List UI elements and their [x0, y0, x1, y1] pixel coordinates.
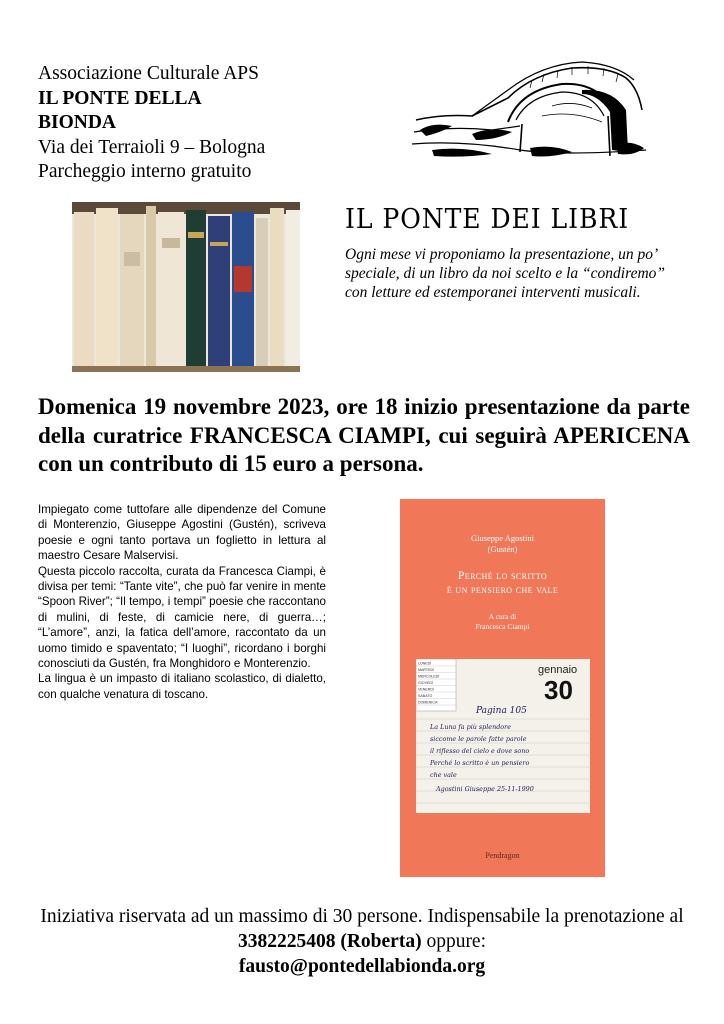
- footer-phone[interactable]: 3382225408 (Roberta): [237, 931, 422, 952]
- handwritten-line-1: La Luna fa più splendore: [430, 723, 511, 731]
- bridge-illustration: [412, 60, 646, 162]
- association-type: Associazione Culturale APS: [38, 63, 259, 84]
- cover-author-nickname: (Gustén): [487, 544, 518, 554]
- handwritten-line-5: che vale: [430, 771, 457, 779]
- handwritten-line-4: Perché lo scritto è un pensiero: [430, 759, 530, 767]
- handwritten-line-2: siccome le parole fatte parole: [430, 735, 527, 743]
- association-address: Via dei Terraioli 9 – Bologna: [38, 136, 266, 158]
- weekday-label: LUNEDÌ: [418, 661, 432, 666]
- footer-text-1: Iniziativa riservata ad un massimo di 30 persone. Indispensabile la prenotazione al: [40, 906, 684, 927]
- series-title: IL PONTE DEI LIBRI: [345, 204, 630, 235]
- weekday-label: MARTEDÌ: [418, 668, 435, 672]
- cover-title-line2: è un pensiero che vale: [446, 584, 559, 596]
- bookshelf-photo: [72, 202, 300, 372]
- handwritten-signature: Agostini Giuseppe 25-11-1990: [436, 785, 534, 793]
- weekday-label: MERCOLEDÌ: [418, 674, 440, 679]
- weekday-label: VENERDÌ: [418, 687, 434, 692]
- cover-author-name: Giuseppe Agostini: [470, 533, 535, 543]
- book-cover: [400, 499, 605, 877]
- footer-notice: [40, 904, 684, 979]
- cover-curator: [400, 612, 605, 632]
- cover-curator-name: Francesca Ciampi: [475, 622, 530, 631]
- association-parking: Parcheggio interno gratuito: [38, 161, 252, 182]
- calendar-day: 30: [544, 675, 573, 705]
- weekday-label: GIOVEDÌ: [418, 681, 433, 685]
- paragraph-2: Questa piccolo raccolta, curata da Francesca Ciampi, è divisa per temi: “Tante vite”, che può far venire in mente “Spoon River”; “Il tempo, i tempi” poesie che raccontano di mulini, di feste, di camicie nere, di guerra…; “L’amore”, anzi, la fatica dell’amore, raccontato da un uomo timido e spaventato; “I luoghi”, ricordano i borghi conosciuti da Gustén, fra Monghidoro e Monterenzio.: [38, 564, 326, 671]
- cover-title-line1: Perché lo scritto: [457, 570, 548, 582]
- note-page: Pagina 105: [476, 706, 527, 716]
- cover-curator-label: A cura di: [488, 612, 517, 621]
- cover-publisher: Pendragon: [485, 851, 520, 860]
- cover-author: [400, 533, 605, 555]
- weekday-label: SABATO: [418, 694, 433, 698]
- paragraph-1: Impiegato come tuttofare alle dipendenze del Comune di Monterenzio, Giuseppe Agostini (Gustén), scriveva poesie e ogni tanto portava un foglietto in lettura al maestro Cesare Malservisi.: [38, 503, 326, 563]
- book-description: [38, 502, 326, 702]
- association-name-line2: BIONDA: [38, 112, 117, 133]
- series-description: Ogni mese vi proponiamo la presentazione, un po’ speciale, di un libro da noi scelto e la “condiremo” con letture ed estemporanei interventi musicali.: [345, 246, 666, 301]
- footer-email[interactable]: fausto@pontedellabionda.org: [238, 956, 486, 977]
- event-headline: Domenica 19 novembre 2023, ore 18 inizio presentazione da parte della curatrice FRANCESCA CIAMPI, cui seguirà APERICENA con un contributo di 15 euro a persona.: [38, 394, 690, 476]
- association-name-line1: IL PONTE DELLA: [38, 87, 202, 109]
- footer-text-2: oppure:: [421, 931, 487, 952]
- paragraph-3: La lingua è un impasto di italiano scolastico, di dialetto, con qualche venatura di toscano.: [38, 672, 326, 701]
- calendar-month: gennaio: [538, 664, 578, 676]
- association-block: [38, 62, 338, 185]
- weekday-label: DOMENICA: [418, 700, 438, 705]
- handwritten-line-3: il riflesso del cielo e dove sono: [430, 747, 530, 755]
- diary-page-image: [416, 659, 590, 813]
- cover-title: [400, 569, 605, 597]
